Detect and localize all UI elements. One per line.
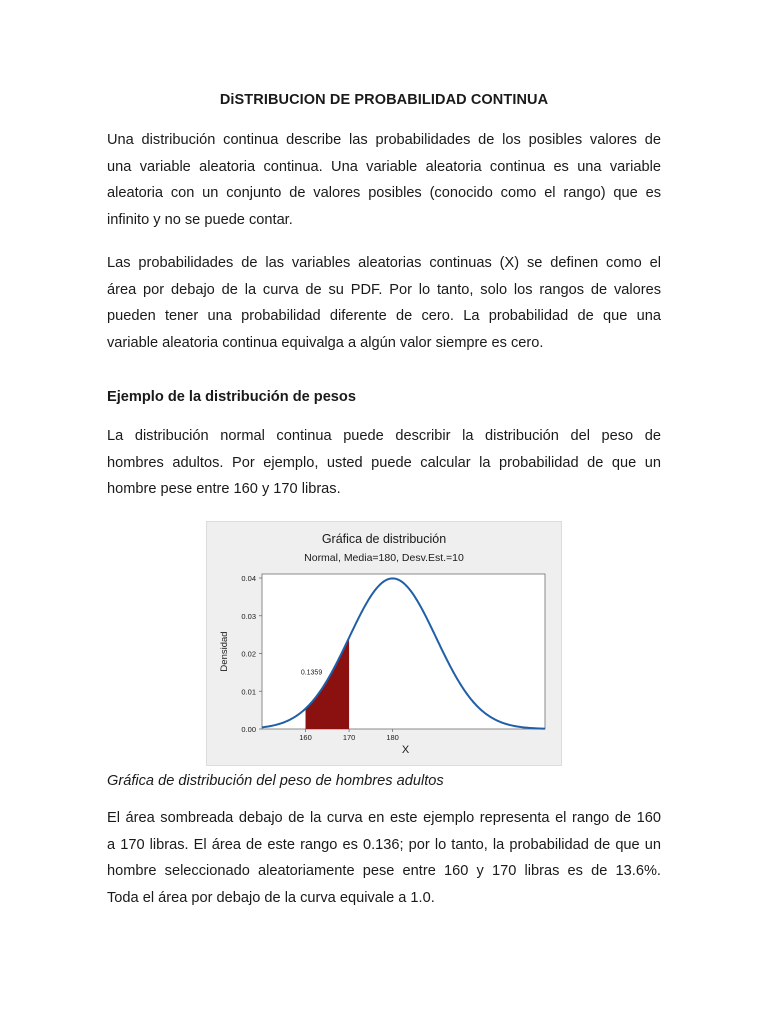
text-line: área por debajo de la curva de su PDF. Por lo tanto, solo los rangos de valores: [107, 281, 661, 298]
x-axis-label: X: [401, 744, 410, 756]
plot-area: [262, 574, 545, 729]
text-line: hombre pese entre 160 y 170 libras.: [107, 481, 341, 497]
y-axis-label: Densidad: [219, 631, 230, 672]
x-tick-label: 170: [342, 733, 356, 742]
intro-paragraph: [107, 127, 661, 233]
text-line: La distribución normal continua puede describir la distribución del peso de: [107, 428, 661, 444]
y-tick-label: 0.02: [241, 649, 256, 659]
distribution-chart: [206, 521, 562, 766]
text-line: Toda el área por debajo de la curva equivale a 1.0.: [107, 889, 435, 906]
chart-subtitle: Normal, Media=180, Desv.Est.=10: [304, 552, 464, 564]
y-tick-label: 0.03: [241, 611, 256, 621]
figure-caption: Gráfica de distribución del peso de hombres adultos: [107, 773, 444, 789]
text-line: una variable aleatoria continua. Una variable aleatoria continua es una variable: [107, 158, 661, 175]
chart-plot-svg: [207, 522, 561, 765]
text-line: hombre seleccionado aleatoriamente pese entre 160 y 170 libras es de 13.6%.: [107, 863, 661, 879]
definition-paragraph: [107, 250, 661, 356]
document-title: DiSTRIBUCION DE PROBABILIDAD CONTINUA: [219, 92, 549, 108]
y-tick-label: 0.01: [241, 687, 256, 697]
text-line: El área sombreada debajo de la curva en este ejemplo representa el rango de 160: [107, 810, 661, 826]
text-line: Las probabilidades de las variables aleatorias continuas (X) se definen como el: [107, 255, 661, 271]
x-tick-label: 180: [386, 733, 399, 742]
text-line: Una distribución continua describe las probabilidades de los posibles valores de: [107, 132, 661, 148]
y-tick-label: 0.04: [241, 574, 256, 583]
section-heading: Ejemplo de la distribución de pesos: [107, 389, 356, 405]
text-line: infinito y no se puede contar.: [107, 211, 293, 228]
text-line: variable aleatoria continua equivalga a algún valor siempre es cero.: [107, 334, 544, 351]
shaded-area-label: 0.1359: [300, 669, 323, 677]
x-tick-label: 160: [299, 733, 312, 742]
y-tick-label: 0.00: [241, 725, 256, 734]
text-line: hombres adultos. Por ejemplo, usted puede calcular la probabilidad de que un: [107, 454, 661, 471]
text-line: a 170 libras. El área de este rango es 0.136; por lo tanto, la probabilidad de que un: [107, 836, 661, 853]
example-paragraph: [107, 423, 661, 503]
text-line: aleatoria con un conjunto de valores posibles (conocido como el rango) que es: [107, 185, 661, 201]
conclusion-paragraph: [107, 805, 661, 911]
text-line: pueden tener una probabilidad diferente de cero. La probabilidad de que una: [107, 308, 661, 324]
chart-title: Gráfica de distribución: [321, 532, 447, 546]
